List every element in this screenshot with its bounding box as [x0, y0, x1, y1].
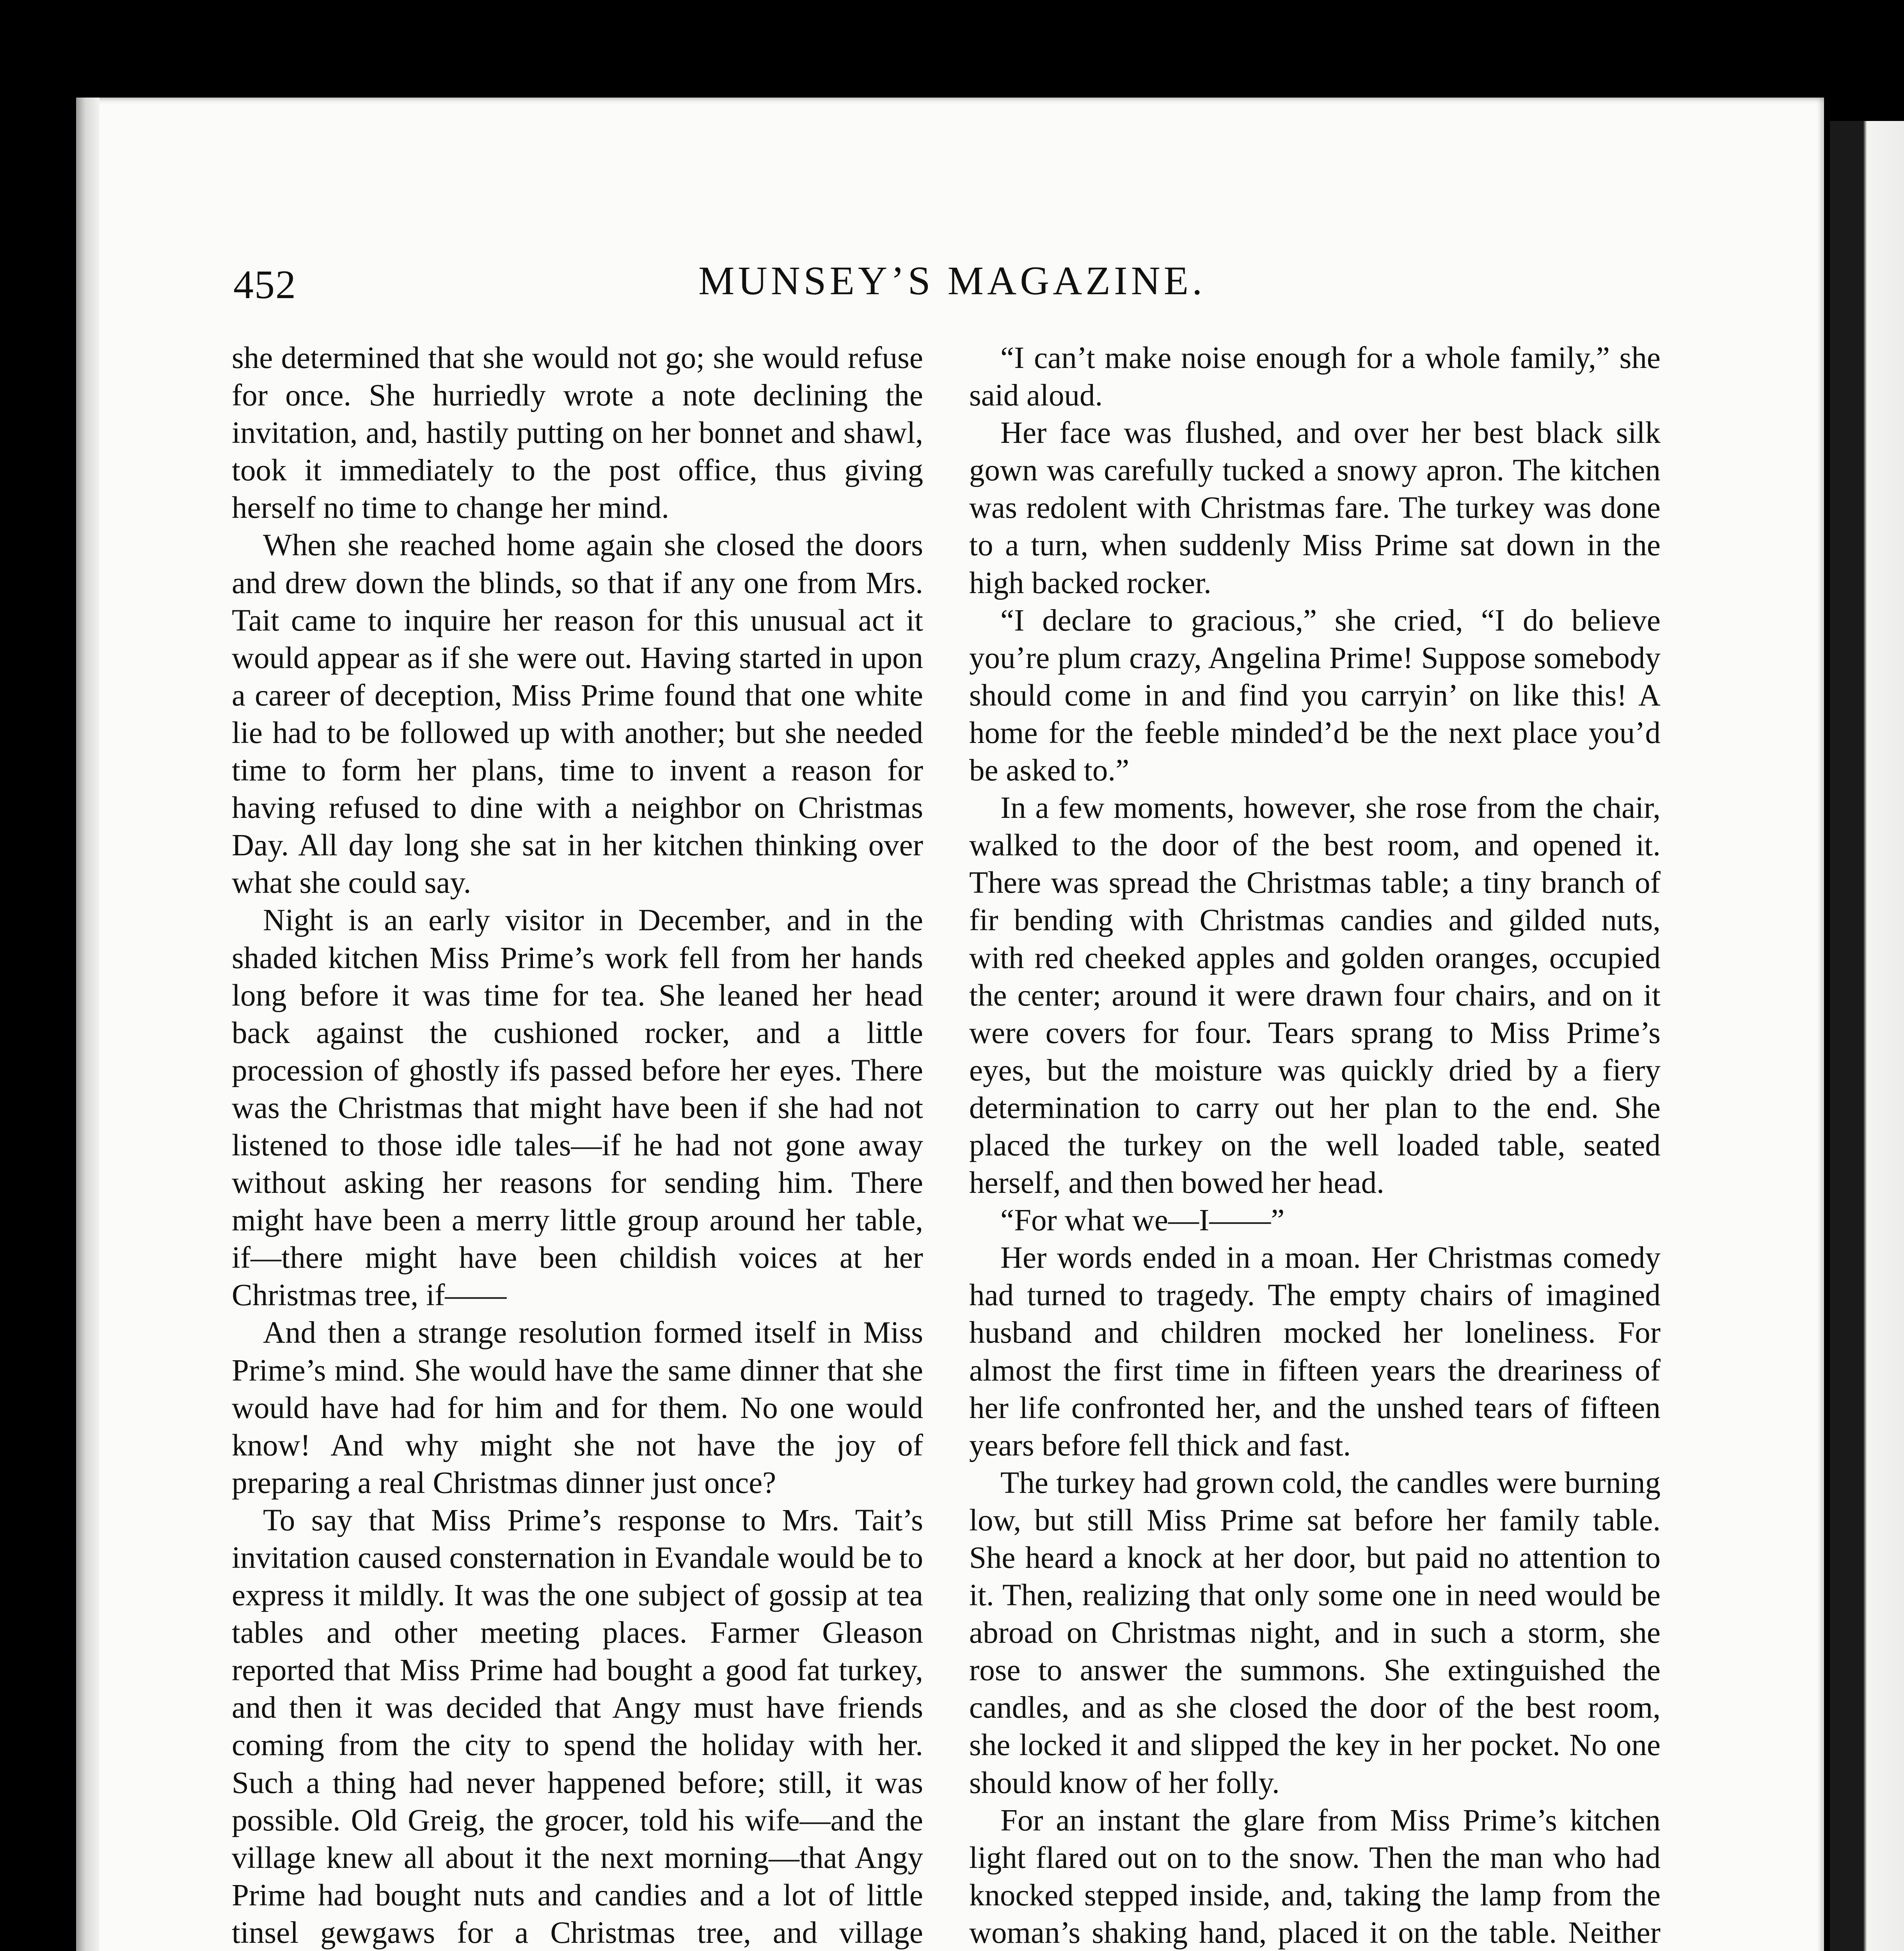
paragraph: When she reached home again she closed the doors and drew down the blinds, so that if any one from Mrs. Tait came to inquire her reason for this unusual act it would appear as if she were out. Having started in upon a career of deception, Miss Prime found that one white lie had to be followed up with another; but she needed time to form her plans, time to invent a reason for having refused to dine with a neighbor on Christmas Day. All day long she sat in her kitchen thinking over what she could say.: [232, 528, 923, 900]
running-head: MUNSEY’S MAGAZINE.: [698, 258, 1206, 303]
paragraph: Her words ended in a moan. Her Christmas comedy had turned to tragedy. The empty chairs of imagined husband and children mocked her loneliness. For almost the first time in fifteen years the dreariness of her life confronted her, and the unshed tears of fifteen years before fell thick and fast.: [969, 1241, 1661, 1462]
page-binding-gutter: [76, 98, 99, 1951]
adjacent-page-edge: [1830, 121, 1904, 1951]
paragraph: To say that Miss Prime’s response to Mrs. Tait’s invitation caused consternation in Evandale would be to express it mildly. It was the one subject of gossip at tea tables and other meeting places. Farmer Gleason reported that Miss Prime had bought a good fat turkey, and then it was decided that Angy must have friends coming from the city to spend the holiday with her. Such a thing had never happened before; still, it was possible. Old Greig, the grocer, told his wife—and the village knew all about it the next morning—that Angy Prime had bought nuts and candies and a lot of little tinsel gewgaws for a Christmas tree, and village: [232, 1503, 923, 1950]
paragraph: And then a strange resolution formed itself in Miss Prime’s mind. She would have the same dinner that she would have had for him and for them. No one would know! And why might she not have the joy of preparing a real Christmas dinner just once?: [232, 1316, 923, 1500]
page-number: 452: [233, 262, 297, 307]
left-text-column: [232, 339, 923, 1951]
paragraph: Her face was flushed, and over her best black silk gown was carefully tucked a snowy apron. The kitchen was redolent with Christmas fare. The turkey was done to a turn, when suddenly Miss Prime sat down in the high backed rocker.: [969, 416, 1661, 600]
paragraph: she determined that she would not go; she would refuse for once. She hurriedly wrote a note declining the invitation, and, hastily putting on her bonnet and shawl, took it immediately to the post office, thus giving herself no time to change her mind.: [232, 341, 923, 525]
paragraph: “I declare to gracious,” she cried, “I do believe you’re plum crazy, Angelina Prime! Suppose somebody should come in and find you carryin’ on like this! A home for the feeble minded’d be the next place you’d be asked to.”: [969, 603, 1661, 788]
right-text-column: [969, 339, 1661, 1951]
paragraph: In a few moments, however, she rose from the chair, walked to the door of the best room, and opened it. There was spread the Christmas table; a tiny branch of fir bending with Christmas candies and gilded nuts, with red cheeked apples and golden oranges, occupied the center; around it were drawn four chairs, and on it were covers for four. Tears sprang to Miss Prime’s eyes, but the moisture was quickly dried by a fiery determination to carry out her plan to the end. She placed the turkey on the well loaded table, seated herself, and then bowed her head.: [969, 791, 1661, 1200]
paragraph: The turkey had grown cold, the candles were burning low, but still Miss Prime sat before her family table. She heard a knock at her door, but paid no attention to it. Then, realizing that only some one in need would be abroad on Christmas night, and in such a storm, she rose to answer the summons. She extinguished the candles, and as she closed the door of the best room, she locked it and slipped the key in her pocket. No one should know of her folly.: [969, 1466, 1661, 1800]
paragraph: “I can’t make noise enough for a whole family,” she said aloud.: [969, 341, 1661, 413]
paragraph: “For what we—I——”: [1000, 1203, 1285, 1238]
paragraph: For an instant the glare from Miss Prime’s kitchen light flared out on to the snow. Then the man who had knocked stepped inside, and, taking the lamp from the woman’s shaking hand, placed it on the table. Neither: [969, 1803, 1661, 1950]
paragraph: Night is an early visitor in December, and in the shaded kitchen Miss Prime’s work fell from her hands long before it was time for tea. She leaned her head back against the cushioned rocker, and a little procession of ghostly ifs passed before her eyes. There was the Christmas that might have been if she had not listened to those idle tales—if he had not gone away without asking her reasons for sending him. There might have been a merry little group around her table, if—there might have been childish voices at her Christmas tree, if——: [232, 903, 923, 1313]
